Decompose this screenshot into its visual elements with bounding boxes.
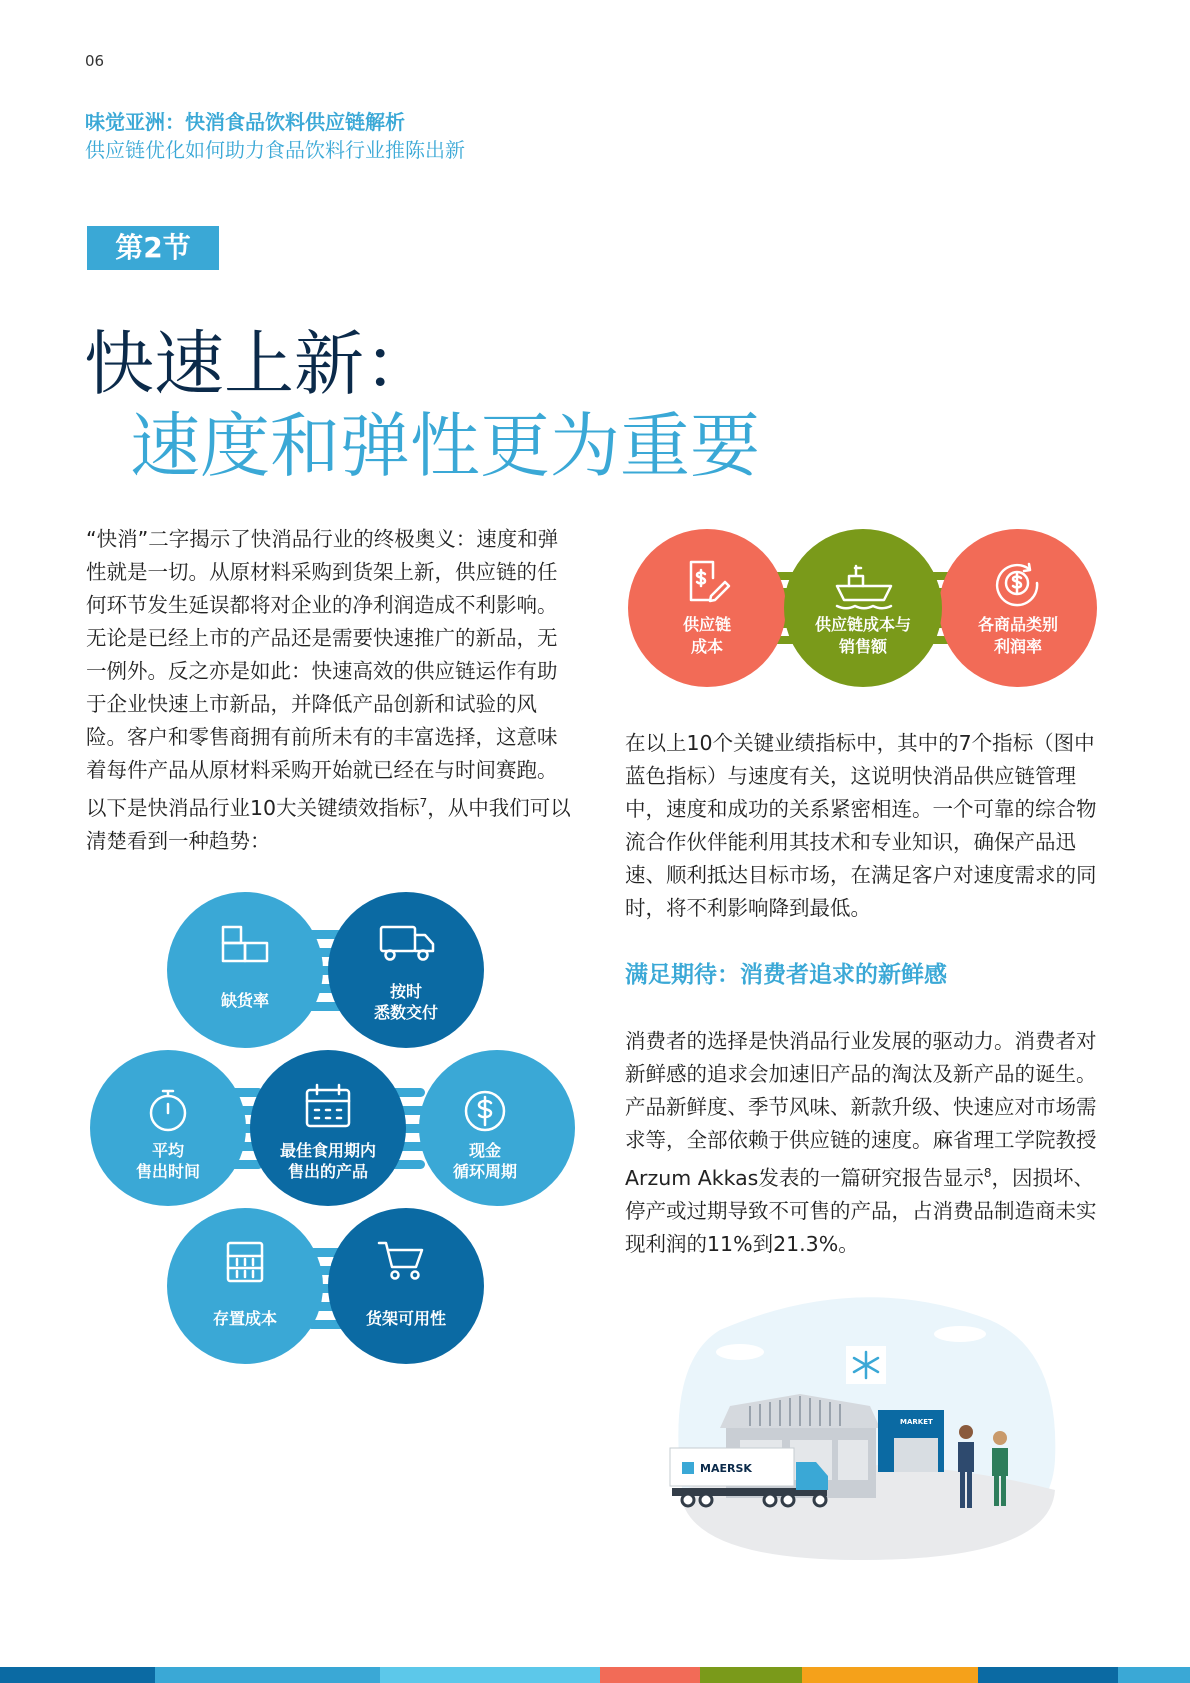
bubble-margin	[939, 529, 1097, 687]
kpi-out-of-stock: 缺货率	[220, 991, 270, 1010]
market-sign: MARKET	[900, 1418, 933, 1426]
cost-supply-line2: 成本	[690, 637, 724, 656]
kpi-shelf-availability: 货架可用性	[365, 1309, 447, 1328]
bubble-supply-cost	[628, 529, 786, 687]
consumer-suffix: ，因损坏、停产或过期导致不可售的产品，占消费品制造商未实现利润的11%到21.3%。	[625, 1165, 1097, 1256]
kpi-avg-sell-line1: 平均	[151, 1141, 185, 1160]
bubble-out-of-stock	[167, 892, 323, 1048]
headline-line-2: 速度和弹性更为重要	[130, 405, 760, 487]
headline-line-1: 快速上新：	[84, 323, 434, 405]
intro-paragraph	[86, 523, 573, 858]
bubble-shelf-availability	[328, 1208, 484, 1364]
kpi-on-time-line2: 悉数交付	[373, 1003, 439, 1022]
report-subtitle: 供应链优化如何助力食品饮料行业推陈出新	[85, 138, 465, 162]
cost-sales-line2: 销售额	[838, 637, 888, 656]
bubble-avg-sell-time	[90, 1050, 246, 1206]
logistics-illustration	[660, 1290, 1060, 1570]
kpi-on-time-line1: 按时	[389, 982, 423, 1001]
bubble-on-time	[328, 892, 484, 1048]
footnote-7: 7	[419, 796, 428, 810]
cost-margin-line1: 各商品类别	[977, 615, 1059, 634]
kpi-storage-cost: 存置成本	[212, 1309, 278, 1328]
report-title: 味觉亚洲：快消食品饮料供应链解析	[85, 110, 405, 134]
footnote-8: 8	[983, 1166, 992, 1180]
kpi-cash-cycle-line2: 循环周期	[452, 1162, 518, 1181]
cost-diagram	[625, 528, 1105, 688]
section-badge: 第2节	[87, 226, 219, 270]
kpi-speed-paragraph: 在以上10个关键业绩指标中，其中的7个指标（图中蓝色指标）与速度有关，这说明快消品供应链管理中，速度和成功的关系紧密相连。一个可靠的综合物流合作伙伴能利用其技术和专业知识，确保产品迅速、顺利抵达目标市场，在满足客户对速度需求的同时，将不利影响降到最低。	[625, 731, 1097, 920]
intro-text: “快消”二字揭示了快消品行业的终极奥义：速度和弹性就是一切。从原材料采购到货架上新，供应链的任何环节发生延误都将对企业的净利润造成不利影响。无论是已经上市的产品还是需要快速推广的新品，无一例外。反之亦是如此：快速高效的供应链运作有助于企业快速上市新品，并降低产品创新和试验的风险。客户和零售商拥有前所未有的丰富选择，这意味着每件产品从原材料采购开始就已经在与时间赛跑。以下是快消品行业10大关键绩效指标	[86, 527, 559, 820]
cost-margin-line2: 利润率	[993, 637, 1043, 656]
kpi-best-before-line2: 售出的产品	[287, 1162, 369, 1181]
consumer-text: 消费者的选择是快消品行业发展的驱动力。消费者对新鲜感的追求会加速旧产品的淘汰及新产品的诞生。产品新鲜度、季节风味、新款升级、快速应对市场需求等，全部依赖于供应链的速度。麻省理工学院教授Arzum Akkas发表的一篇研究报告显示	[625, 1029, 1097, 1190]
bubble-storage-cost	[167, 1208, 323, 1364]
consumer-paragraph	[625, 1025, 1107, 1261]
cost-sales-line1: 供应链成本与	[814, 615, 912, 634]
page-number: 06	[85, 52, 105, 70]
truck-brand: MAERSK	[700, 1462, 752, 1475]
bubble-cash-cycle	[419, 1050, 575, 1206]
footer-color-bar	[0, 1667, 1190, 1683]
maersk-star-icon	[682, 1462, 694, 1474]
kpi-diagram	[85, 885, 575, 1375]
kpi-best-before-line1: 最佳食用期内	[279, 1141, 377, 1160]
kpi-avg-sell-line2: 售出时间	[135, 1162, 201, 1181]
market-building	[878, 1410, 944, 1472]
bubble-best-before	[250, 1050, 406, 1206]
kpi-cash-cycle-line1: 现金	[468, 1141, 502, 1160]
snowflake-icon	[846, 1346, 886, 1384]
intro-suffix: ，从中我们可以清楚看到一种趋势：	[86, 795, 571, 853]
consumer-heading: 满足期待：消费者追求的新鲜感	[625, 962, 947, 988]
cost-supply-line1: 供应链	[682, 615, 732, 634]
